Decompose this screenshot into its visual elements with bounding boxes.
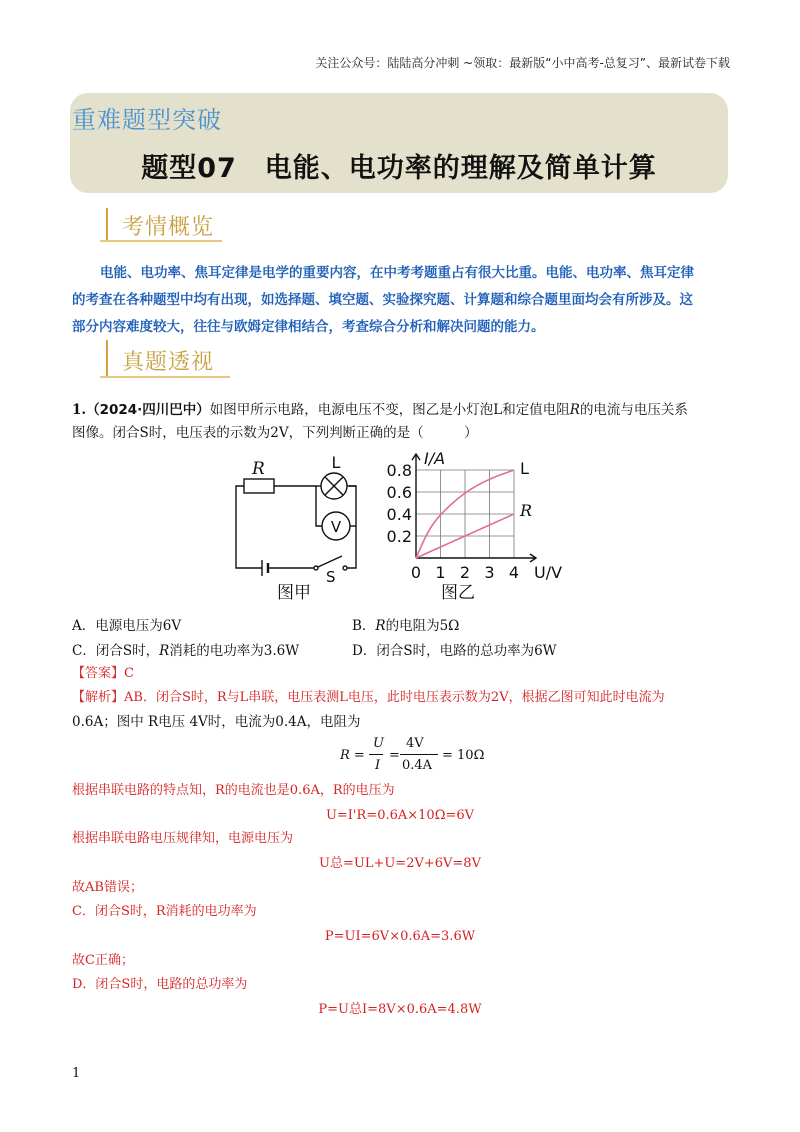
analysis-line-3: 根据串联电路的特点知，R的电流也是0.6A，R的电压为 <box>72 783 395 798</box>
graph-grid <box>416 470 514 558</box>
x-axis-label: U/V <box>534 563 563 582</box>
page-title: 题型07 电能、电功率的理解及简单计算 <box>141 153 657 184</box>
x-tick-label: 0 <box>410 563 422 582</box>
formula-source-voltage: U总=UL+U=2V+6V=8V <box>319 856 481 871</box>
analysis-line-6: C．闭合S时，R消耗的电功率为 <box>72 904 257 919</box>
overview-line-1: 电能、电功率、焦耳定律是电学的重要内容，在中考考题重占有很大比重。电能、电功率、焦耳定律 <box>100 265 694 281</box>
x-tick-label: 1 <box>435 563 446 582</box>
page-number: 1 <box>72 1066 81 1081</box>
question-source: （2024·四川巴中） <box>86 402 210 418</box>
resistor-symbol <box>244 479 274 493</box>
y-tick-label: 0.6 <box>386 483 412 502</box>
y-tick-label: 0.2 <box>386 527 412 546</box>
section-mark-overview <box>106 208 108 242</box>
graph-caption: 图乙 <box>441 583 475 603</box>
section-heading-overview: 考情概览 <box>122 215 215 240</box>
formula-power-r: P=UI=6V×0.6A=3.6W <box>324 929 476 944</box>
resistor-label: R <box>252 459 265 479</box>
formula-voltage-r: U=I'R=0.6A×10Ω=6V <box>325 808 475 823</box>
section-mark-real <box>106 340 108 378</box>
question-line-2: 图像。闭合S时，电压表的示数为2V，下列判断正确的是（ ） <box>72 425 478 441</box>
x-tick-label: 3 <box>484 563 495 582</box>
analysis-line-1: 【解析】AB．闭合S时，R与L串联，电压表测L电压，此时电压表示数为2V，根据乙图可知此时电流为 <box>72 690 665 705</box>
formula-total-power: P=U总I=8V×0.6A=4.8W <box>318 1002 482 1017</box>
y-axis-label: I/A <box>424 452 446 468</box>
answer: 【答案】C <box>72 666 134 681</box>
switch-lever <box>318 556 342 567</box>
overview-line-2: 的考查在各种题型中均有出现，如选择题、填空题、实验探究题、计算题和综合题里面均会有所涉及。这 <box>72 292 693 308</box>
x-tick-label: 2 <box>459 563 471 582</box>
switch-contact-left <box>314 566 318 570</box>
series-label-R: R <box>520 501 533 520</box>
graph-labels <box>387 452 563 603</box>
series-label-L: L <box>520 459 529 478</box>
option-a: A．电源电压为6V <box>72 618 182 634</box>
banner-subtitle: 重难题型突破 <box>72 106 222 134</box>
switch-contact-right <box>343 566 347 570</box>
section-underline-real <box>100 376 230 378</box>
question-number: 1. <box>72 402 87 418</box>
lamp-label: L <box>331 453 341 472</box>
switch-label: S <box>326 568 336 586</box>
question-var-r: R <box>569 402 580 418</box>
wire-branch-left <box>316 486 322 526</box>
option-b: B．R的电阻为5Ω <box>352 618 460 634</box>
y-tick-label: 0.8 <box>386 461 412 480</box>
analysis-line-4: 根据串联电路电压规律知，电源电压为 <box>72 831 294 846</box>
x-tick-label: 4 <box>508 563 520 582</box>
question-line-1 <box>72 399 688 421</box>
question-text-b: 的电流与电压关系 <box>579 402 688 418</box>
formula-resistance: R = U I = 4V 0.4A = 10Ω <box>340 736 485 773</box>
y-tick-label: 0.4 <box>386 505 412 524</box>
option-c: C．闭合S时，R消耗的电功率为3.6W <box>72 643 300 659</box>
option-d: D．闭合S时，电路的总功率为6W <box>352 643 557 659</box>
question-text-a: 如图甲所示电路，电源电压不变，图乙是小灯泡L和定值电阻 <box>209 402 570 418</box>
header-note: 关注公众号：陆陆高分冲刺 ~领取：最新版“小中高考-总复习”、最新试卷下载 <box>315 56 730 70</box>
circuit-caption: 图甲 <box>277 583 311 603</box>
section-heading-real: 真题透视 <box>122 350 215 375</box>
wire-left <box>236 486 262 568</box>
analysis-line-2: 0.6A；图中 R电压 4V时，电流为0.4A，电阻为 <box>72 714 361 730</box>
circuit-diagram <box>222 452 372 612</box>
analysis-line-7: 故C正确； <box>72 953 134 968</box>
iv-graph <box>380 452 570 612</box>
overview-line-3: 部分内容难度较大，往往与欧姆定律相结合，考查综合分析和解决问题的能力。 <box>72 319 545 335</box>
voltmeter-label: V <box>330 518 342 536</box>
analysis-line-5: 故AB错误； <box>72 880 143 895</box>
analysis-line-8: D．闭合S时，电路的总功率为 <box>72 977 248 992</box>
